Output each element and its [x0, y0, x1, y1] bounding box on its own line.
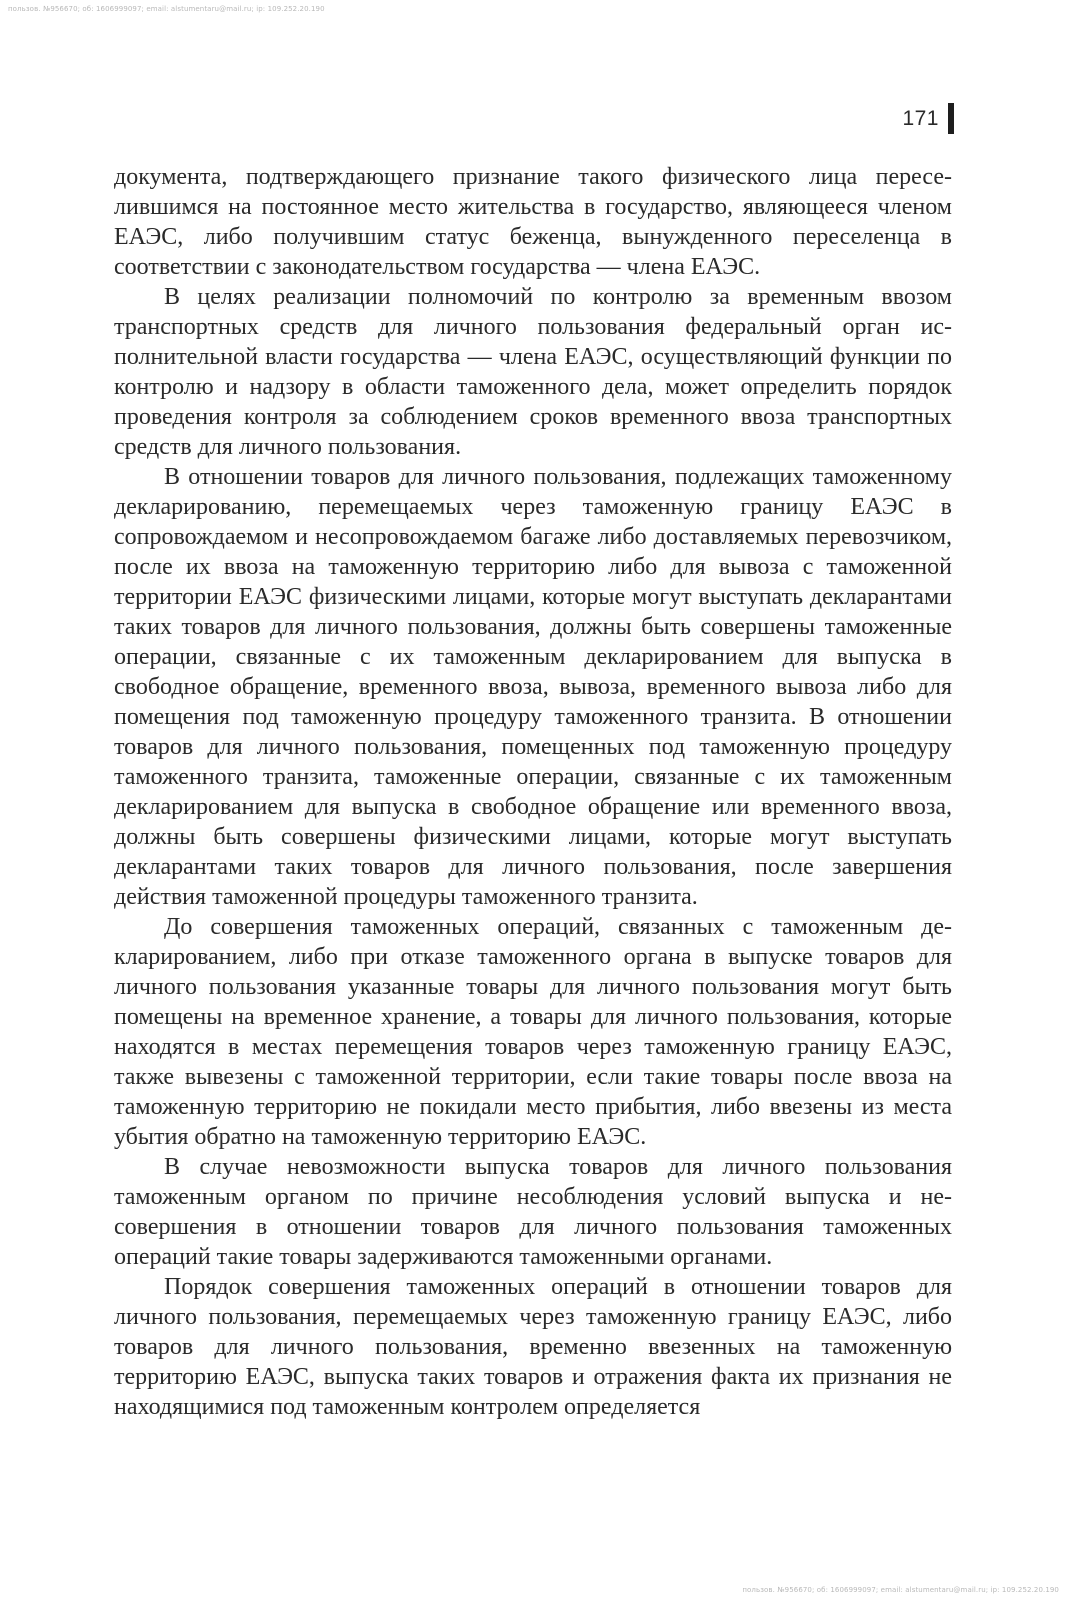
- paragraph-5: В случае невозможности выпуска товаров для личного пользования таможенным органом по причине несоблюдения условий выпуска и несовершения в отношении товаров для личного пользования таможенных операций такие товары задерживаются таможенными органами.: [114, 1154, 952, 1270]
- paragraph-2: В целях реализации полномочий по контролю за временным ввозом транспортных средств для личного пользования федеральный орган исполнительной власти государства — члена ЕАЭС, осуществляющий функции по контролю и надзору в области таможенного дела, может определить порядок проведения контроля за соблюдением сроков временного ввоза транспортных средств для личного пользования.: [114, 284, 952, 460]
- body-text: [114, 162, 952, 1422]
- page-header: [902, 103, 954, 134]
- paragraph-3: В отношении товаров для личного пользования, подлежащих таможенному декларированию, перемещаемых через таможенную границу ЕАЭС в сопровождаемом и несопровождаемом багаже либо доставляемых перевозчиком, после их ввоза на таможенную территорию либо для вывоза с таможенной территории ЕАЭС физическими лицами, которые могут выступать декларантами таких товаров для личного пользования, должны быть совершены таможенные операции, связанные с их таможенным декларированием для выпуска в свободное обращение, временного ввоза, вывоза, временного вывоза либо для помещения под таможенную процедуру таможенного транзита. В отношении товаров для личного пользования, помещенных под таможенную процедуру таможенного транзита, таможенные операции, связанные с их таможенным декларированием для выпуска в свободное обращение или временного ввоза, должны быть совершены физическими лицами, которые могут выступать декларантами таких товаров для личного пользования, после завершения действия таможенной процедуры таможенного транзита.: [114, 464, 952, 910]
- paragraph-1: документа, подтверждающего признание такого физического лица переселившимся на постоянное место жительства в государство, являющееся членом ЕАЭС, либо получившим статус беженца, вынужденного переселенца в соответствии с законодательством государства — члена ЕАЭС.: [114, 164, 952, 280]
- watermark-bottom: пользов. №956670; об: 1606999097; email: alstumentaru@mail.ru; ip: 109.252.20.190: [742, 1586, 1059, 1594]
- watermark-top: пользов. №956670; об: 1606999097; email: alstumentaru@mail.ru; ip: 109.252.20.190: [8, 5, 325, 13]
- paragraph-4: До совершения таможенных операций, связанных с таможенным декларированием, либо при отказе таможенного органа в выпуске товаров для личного пользования указанные товары для личного пользования могут быть помещены на временное хранение, а товары для личного пользования, которые находятся в местах перемещения товаров через таможенную границу ЕАЭС, также вывезены с таможенной территории, если такие товары после ввоза на таможенную территорию не покидали место прибытия, либо ввезены из места убытия обратно на таможенную территорию ЕАЭС.: [114, 914, 952, 1150]
- paragraph-6: Порядок совершения таможенных операций в отношении товаров для личного пользования, перемещаемых через таможенную границу ЕАЭС, либо товаров для личного пользования, временно ввезенных на таможенную территорию ЕАЭС, выпуска таких товаров и отражения факта их признания не находящимися под таможенным контролем определяется: [114, 1274, 952, 1420]
- page-number: 171: [902, 106, 939, 130]
- page-number-bar: [948, 103, 954, 134]
